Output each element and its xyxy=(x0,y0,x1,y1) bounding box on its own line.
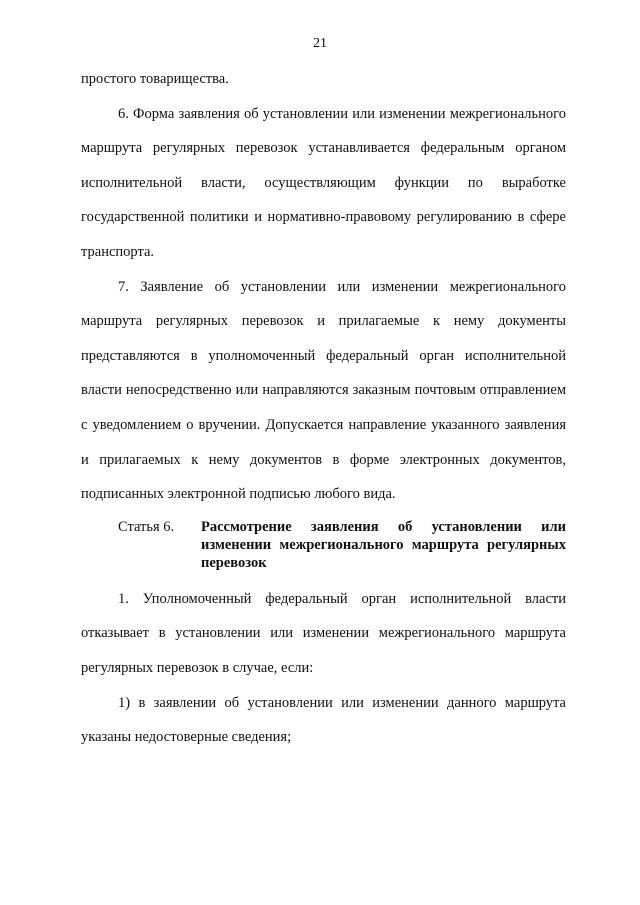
document-body xyxy=(81,62,566,755)
article-label: Статья 6. xyxy=(118,518,175,535)
page-number: 21 xyxy=(313,36,327,51)
article-title: Рассмотрение заявления об установлении или изменении межрегионального маршрута регулярных перевозок xyxy=(201,518,566,571)
article-subitem-1: 1) в заявлении об установлении или изменении данного маршрута указаны недостоверные сведения; xyxy=(81,694,566,746)
paragraph-item-6: 6. Форма заявления об установлении или изменении межрегионального маршрута регулярных перевозок устанавливается федеральным органом исполнительной власти, осуществляющим функции по выработке государственной политики и нормативно-правовому регулированию в сфере транспорта. xyxy=(81,105,566,260)
article-heading xyxy=(81,518,566,572)
paragraph-continuation: простого товарищества. xyxy=(81,71,229,87)
paragraph-item-7: 7. Заявление об установлении или изменении межрегионального маршрута регулярных перевозок и прилагаемые к нему документы представляются в уполномоченный федеральный орган исполнительной власти непосредственно или направляются заказным почтовым отправлением с уведомлением о вручении. Допускается направление указанного заявления и прилагаемых к нему документов в форме электронных документов, подписанных электронной подписью любого вида. xyxy=(81,278,566,503)
article-paragraph-1: 1. Уполномоченный федеральный орган исполнительной власти отказывает в установлении или изменении межрегионального маршрута регулярных перевозок в случае, если: xyxy=(81,590,566,676)
